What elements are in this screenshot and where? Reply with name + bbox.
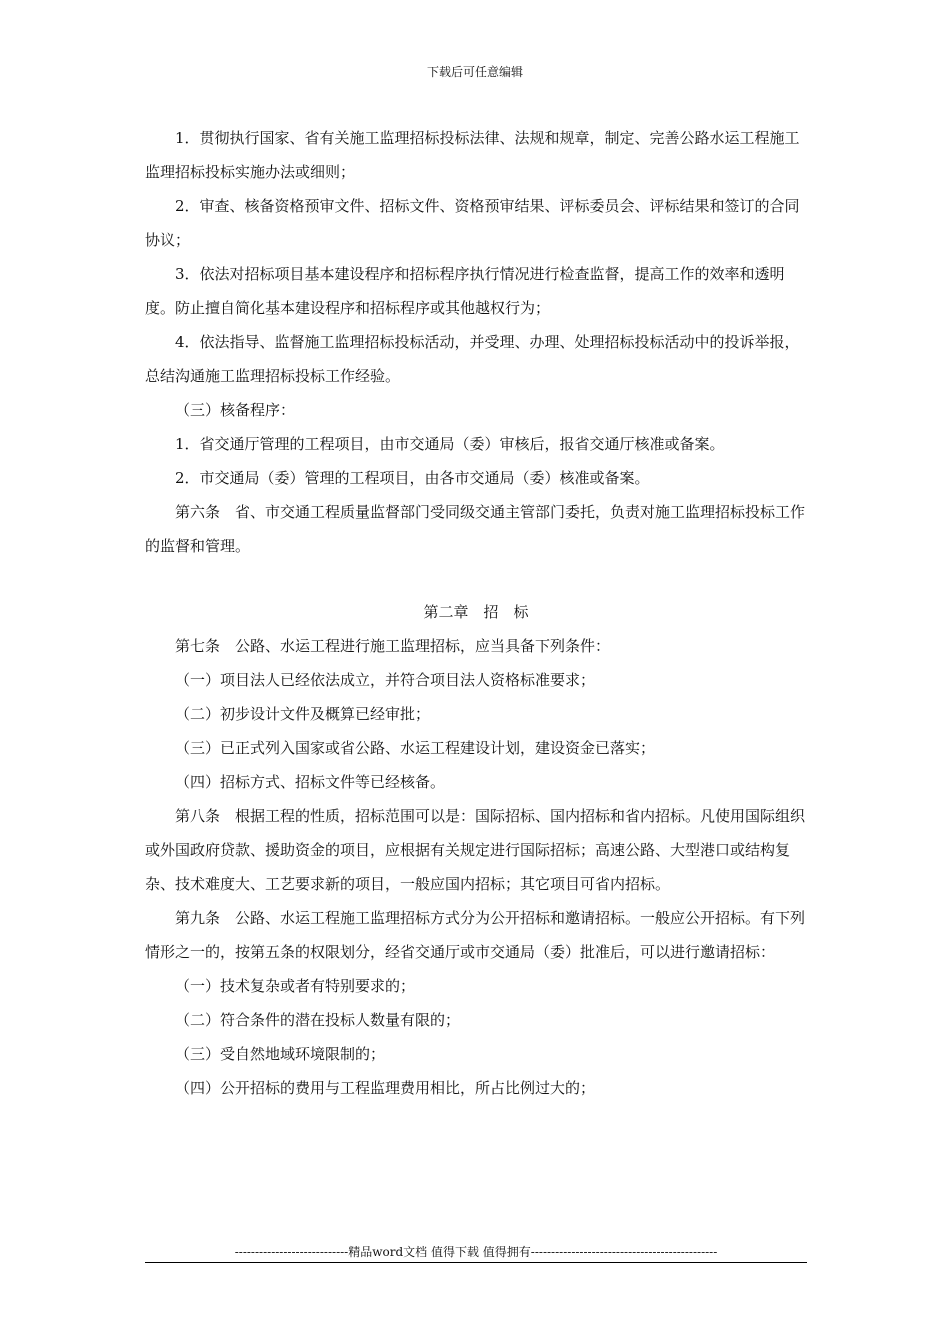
paragraph: 第九条 公路、水运工程施工监理招标方式分为公开招标和邀请招标。一般应公开招标。有下列情形之一的，按第五条的权限划分，经省交通厅或市交通局（委）批准后，可以进行邀请招标： [145, 909, 806, 961]
section-spacer [145, 563, 807, 595]
paragraph: 2．审查、核备资格预审文件、招标文件、资格预审结果、评标委员会、评标结果和签订的合同协议； [145, 197, 800, 249]
paragraph: （三）核备程序： [175, 401, 296, 419]
paragraph: （四）公开招标的费用与工程监理费用相比，所占比例过大的； [175, 1079, 596, 1097]
page-header: 下载后可任意编辑 [426, 65, 523, 79]
paragraph: （四）招标方式、招标文件等已经核备。 [175, 773, 446, 791]
paragraph: 2．市交通局（委）管理的工程项目，由各市交通局（委）核准或备案。 [175, 469, 650, 487]
paragraph: （三）已正式列入国家或省公路、水运工程建设计划，建设资金已落实； [175, 739, 656, 757]
paragraph: 3．依法对招标项目基本建设程序和招标程序执行情况进行检查监督，提高工作的效率和透明度。防止擅自简化基本建设程序和招标程序或其他越权行为； [145, 265, 785, 317]
paragraph: 1．贯彻执行国家、省有关施工监理招标投标法律、法规和规章，制定、完善公路水运工程施工监理招标投标实施办法或细则； [145, 129, 800, 181]
paragraph: 4．依法指导、监督施工监理招标投标活动，并受理、办理、处理招标投标活动中的投诉举报，总结沟通施工监理招标投标工作经验。 [145, 333, 800, 385]
paragraph: （一）技术复杂或者有特别要求的； [175, 977, 416, 995]
paragraph: 第八条 根据工程的性质，招标范围可以是：国际招标、国内招标和省内招标。凡使用国际组织或外国政府贷款、援助资金的项目，应根据有关规定进行国际招标；高速公路、大型港口或结构复杂、技术难度大、工艺要求新的项目，一般应国内招标；其它项目可省内招标。 [145, 807, 806, 893]
paragraph: （二）初步设计文件及概算已经审批； [175, 705, 431, 723]
paragraph: （一）项目法人已经依法成立，并符合项目法人资格标准要求； [175, 671, 596, 689]
footer-rule [145, 1262, 807, 1263]
paragraph: 1．省交通厅管理的工程项目，由市交通局（委）审核后，报省交通厅核准或备案。 [175, 435, 725, 453]
document-body [145, 121, 807, 1105]
chapter-title: 第二章 招 标 [423, 603, 529, 621]
paragraph: 第六条 省、市交通工程质量监督部门受同级交通主管部门委托，负责对施工监理招标投标工作的监督和管理。 [145, 503, 806, 555]
paragraph: （三）受自然地域环境限制的； [175, 1045, 386, 1063]
paragraph: （二）符合条件的潜在投标人数量有限的； [175, 1011, 461, 1029]
page-footer: ----------------------------精品word文档 值得下载 值得拥有---------------------------------------------- [234, 1245, 718, 1259]
paragraph: 第七条 公路、水运工程进行施工监理招标，应当具备下列条件： [175, 637, 611, 655]
